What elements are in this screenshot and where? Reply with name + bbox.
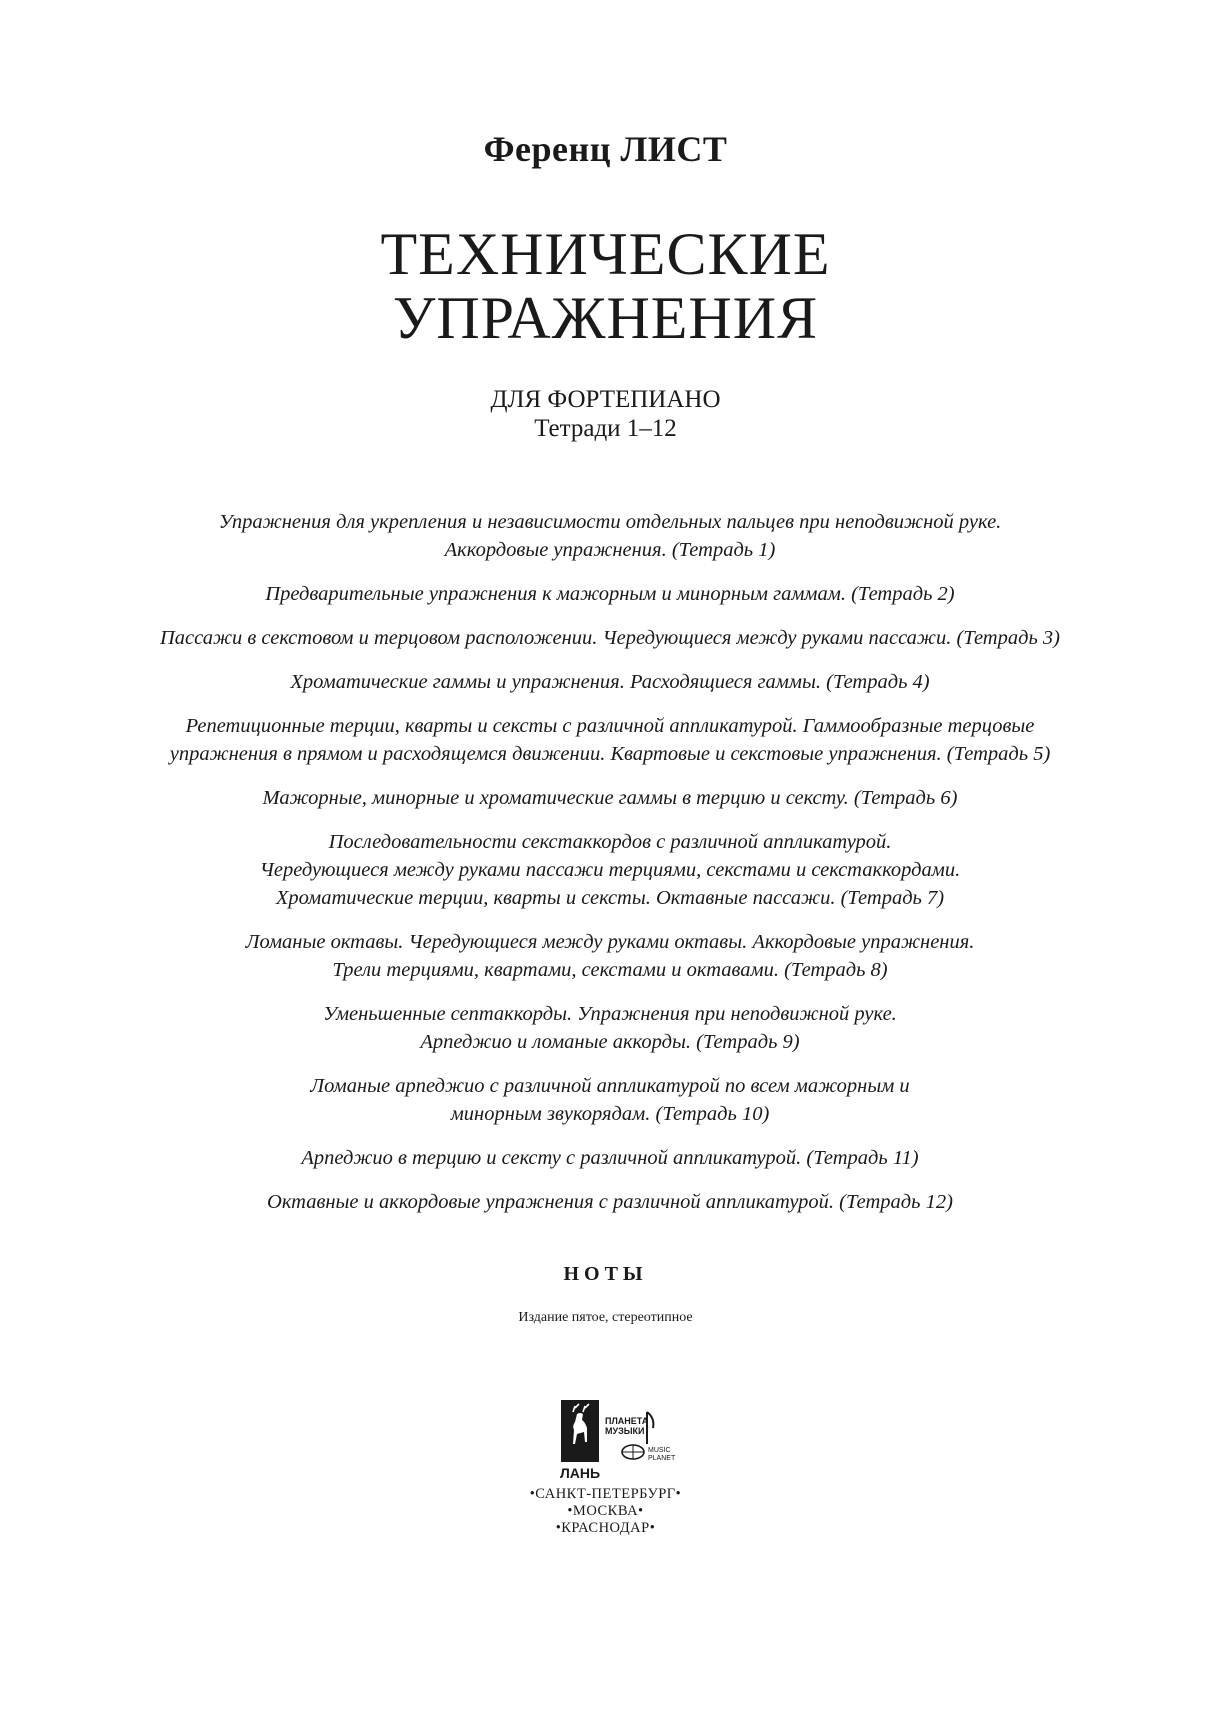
city-krasnodar: •КРАСНОДАР• (555, 1520, 656, 1536)
book-title-line-2: УПРАЖНЕНИЯ (392, 285, 819, 351)
contents-line: минорным звукорядам. (Тетрадь 10) (450, 1103, 770, 1125)
contents-line: Хроматические терции, кварты и сексты. Октавные пассажи. (Тетрадь 7) (275, 887, 945, 909)
contents-line: Трели терциями, квартами, секстами и октавами. (Тетрадь 8) (332, 959, 888, 981)
contents-entry (100, 928, 1120, 984)
contents-entry (100, 508, 1120, 564)
contents-line: Ломаные октавы. Чередующиеся между руками октавы. Аккордовые упражнения. (245, 931, 975, 953)
contents-line: Ломаные арпеджио с различной аппликатурой по всем мажорным и (310, 1075, 910, 1097)
music-planet-line-1: MUSIC (648, 1447, 671, 1454)
contents-line: Пассажи в секстовом и терцовом расположении. Чередующиеся между руками пассажи. (Тетрадь 3) (159, 627, 1060, 649)
contents-line: упражнения в прямом и расходящемся движении. Квартовые и секстовые упражнения. (Тетрадь 5) (169, 743, 1051, 765)
contents-line: Октавные и аккордовые упражнения с различной аппликатурой. (Тетрадь 12) (267, 1191, 953, 1213)
contents-line: Предварительные упражнения к мажорным и минорным гаммам. (Тетрадь 2) (265, 583, 955, 605)
subtitle-volumes: Тетради 1–12 (534, 415, 677, 442)
subtitle-instrument: ДЛЯ ФОРТЕПИАНО (490, 386, 721, 413)
contents-line: Уменьшенные септаккорды. Упражнения при неподвижной руке. (323, 1003, 897, 1025)
author-name: Ференц ЛИСТ (483, 129, 728, 169)
planeta-logo-line-1: ПЛАНЕТА (605, 1416, 649, 1426)
publisher-cities (0, 1486, 1211, 1537)
contents-line: Арпеджио и ломаные аккорды. (Тетрадь 9) (420, 1031, 800, 1053)
contents-entry (100, 624, 1120, 652)
contents-entry (100, 784, 1120, 812)
notes-label: НОТЫ (563, 1263, 648, 1285)
contents-entry (100, 1188, 1120, 1216)
contents-entry (100, 668, 1120, 696)
publisher-logos (555, 1398, 685, 1488)
contents-entry (100, 1144, 1120, 1172)
contents-entry (100, 1072, 1120, 1128)
lan-logo-text: ЛАНЬ (559, 1465, 601, 1481)
contents-entry (100, 580, 1120, 608)
contents-entry (100, 1000, 1120, 1056)
city-moscow: •МОСКВА• (567, 1503, 644, 1519)
music-planet-line-2: PLANET (648, 1455, 676, 1462)
music-note-icon (647, 1412, 653, 1444)
contents-line: Арпеджио в терцию и сексту с различной аппликатурой. (Тетрадь 11) (301, 1147, 919, 1169)
lan-logo (560, 1400, 600, 1481)
contents-line: Упражнения для укрепления и независимости отдельных пальцев при неподвижной руке. (218, 511, 1002, 533)
planeta-logo-line-2: МУЗЫКИ (605, 1426, 645, 1436)
contents-line: Чередующиеся между руками пассажи терциями, секстами и секстаккордами. (259, 859, 961, 881)
planeta-muzyki-logo (605, 1412, 676, 1462)
contents-entry (100, 828, 1120, 912)
book-title (0, 222, 1211, 350)
contents-line: Мажорные, минорные и хроматические гаммы в терцию и сексту. (Тетрадь 6) (262, 787, 958, 809)
contents-line: Репетиционные терции, кварты и сексты с различной аппликатурой. Гаммообразные терцовые (185, 715, 1035, 737)
contents-entry (100, 712, 1120, 768)
globe-icon (622, 1445, 644, 1459)
contents-list (100, 508, 1120, 1232)
edition-note: Издание пятое, стереотипное (518, 1310, 693, 1325)
contents-line: Последовательности секстаккордов с различной аппликатурой. (328, 831, 892, 853)
city-saint-petersburg: •САНКТ-ПЕТЕРБУРГ• (529, 1486, 682, 1502)
book-subtitle (0, 385, 1211, 443)
contents-line: Хроматические гаммы и упражнения. Расходящиеся гаммы. (Тетрадь 4) (290, 671, 930, 693)
contents-line: Аккордовые упражнения. (Тетрадь 1) (444, 539, 776, 561)
book-title-line-1: ТЕХНИЧЕСКИЕ (380, 221, 831, 287)
